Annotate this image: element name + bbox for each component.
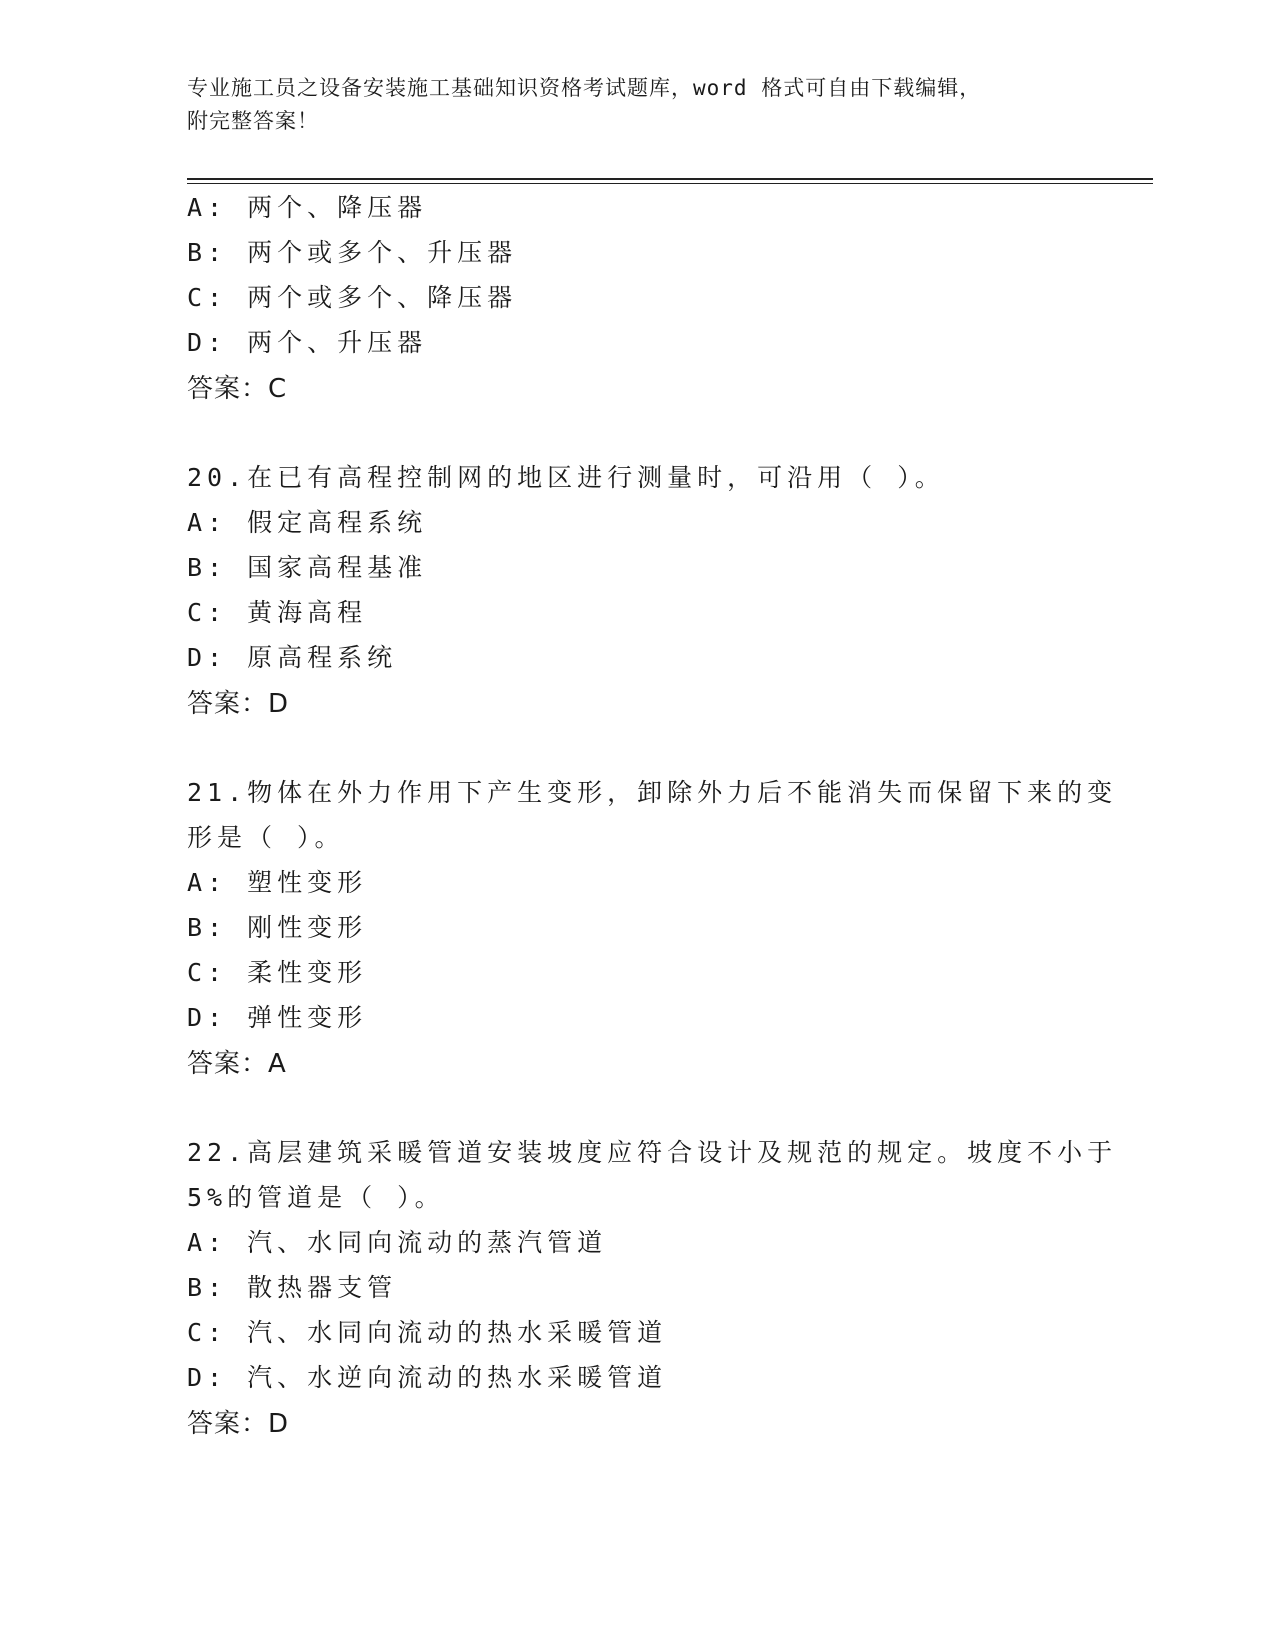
document-header — [187, 72, 1087, 138]
option-b: B: 散热器支管 — [187, 1273, 398, 1302]
header-line-2: 附完整答案！ — [187, 109, 319, 133]
option-d: D: 汽、水逆向流动的热水采暖管道 — [187, 1363, 668, 1392]
option-a: A: 两个、降压器 — [187, 193, 428, 222]
question-text-line-2: 5%的管道是（ ）。 — [187, 1183, 445, 1212]
question-text-line-1: 22.高层建筑采暖管道安装坡度应符合设计及规范的规定。坡度不小于 — [187, 1138, 1118, 1167]
question-text-line-2: 形是（ ）。 — [187, 823, 345, 852]
header-divider-thin — [187, 183, 1153, 184]
question-text: 20.在已有高程控制网的地区进行测量时，可沿用（ ）。 — [187, 463, 945, 492]
option-b: B: 国家高程基准 — [187, 553, 428, 582]
question-text-line-1: 21.物体在外力作用下产生变形，卸除外力后不能消失而保留下来的变 — [187, 778, 1118, 807]
header-line-1: 专业施工员之设备安装施工基础知识资格考试题库，word 格式可自由下载编辑， — [187, 76, 982, 100]
option-a: A: 假定高程系统 — [187, 508, 428, 537]
option-a: A: 汽、水同向流动的蒸汽管道 — [187, 1228, 608, 1257]
answer: 答案：D — [187, 1409, 290, 1439]
answer: 答案：C — [187, 374, 288, 404]
option-d: D: 弹性变形 — [187, 1003, 368, 1032]
answer: 答案：A — [187, 1049, 287, 1079]
option-d: D: 原高程系统 — [187, 643, 398, 672]
option-a: A: 塑性变形 — [187, 868, 368, 897]
option-c: C: 汽、水同向流动的热水采暖管道 — [187, 1318, 668, 1347]
answer: 答案：D — [187, 689, 290, 719]
option-c: C: 柔性变形 — [187, 958, 368, 987]
option-d: D: 两个、升压器 — [187, 328, 428, 357]
option-c: C: 黄海高程 — [187, 598, 368, 627]
option-c: C: 两个或多个、降压器 — [187, 283, 518, 312]
header-divider-thick — [187, 178, 1153, 180]
option-b: B: 两个或多个、升压器 — [187, 238, 518, 267]
option-b: B: 刚性变形 — [187, 913, 368, 942]
